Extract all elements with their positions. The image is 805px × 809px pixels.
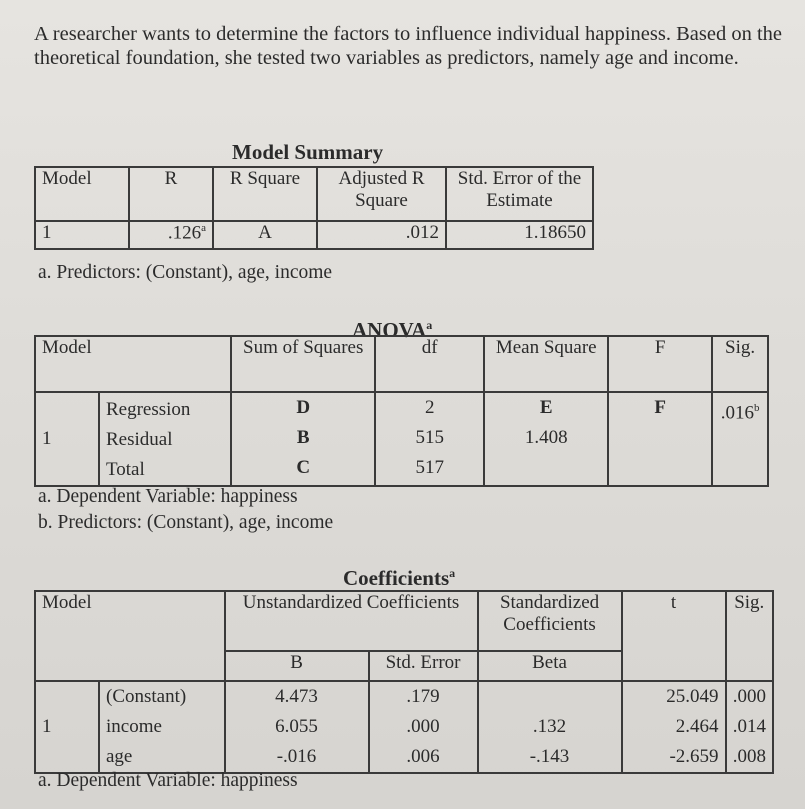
- anova-df-total: 517: [415, 457, 444, 478]
- anova-df-column: [375, 392, 484, 486]
- coef-beta-constant: [485, 682, 615, 712]
- ms-std-error-value: 1.18650: [446, 221, 593, 249]
- anova-ss-regression: D: [296, 397, 311, 418]
- ms-header-std-error: Std. Error of the Estimate: [446, 167, 593, 221]
- anova-sig-regression: .016$^b$: [720, 402, 760, 424]
- anova-title: ANOVA$^a$: [352, 318, 433, 342]
- anova-row-labels: [99, 392, 231, 486]
- coef-label-income: income: [106, 716, 162, 737]
- coef-beta-age: -.143: [529, 746, 570, 767]
- coef-t-income: 2.464: [675, 716, 719, 737]
- coef-header-sig: Sig.: [726, 591, 773, 681]
- coef-header-b: B: [225, 651, 369, 681]
- ms-footnote-a: a. Predictors: (Constant), age, income: [38, 262, 333, 283]
- anova-ms-regression: E: [539, 397, 553, 418]
- anova-footnote-b: b. Predictors: (Constant), age, income: [38, 512, 334, 533]
- anova-header-model: Model: [35, 336, 231, 392]
- model-summary-table: [34, 166, 594, 250]
- anova-table: [34, 335, 769, 487]
- coef-beta-income: .132: [532, 716, 567, 737]
- coefficients-title: Coefficients$^a$: [343, 566, 456, 590]
- anova-ss-residual: B: [296, 427, 310, 448]
- coef-header-t: t: [622, 591, 726, 681]
- coef-se-constant: .179: [406, 686, 440, 707]
- intro-paragraph: A researcher wants to determine the factors to influence individual happiness. Based on the theoretical foundation, she tested two variables as predictors, namely age and income.: [34, 23, 783, 69]
- anova-header-f: F: [608, 336, 712, 392]
- coef-header-unstandardized: Unstandardized Coefficients: [225, 591, 478, 651]
- coef-se-income: .000: [406, 716, 440, 737]
- coef-header-std-error: Std. Error: [369, 651, 478, 681]
- ms-r-square-value: A: [213, 221, 317, 249]
- anova-sig-column: [712, 392, 768, 486]
- coef-sig-constant: .000: [732, 686, 766, 707]
- coef-b-column: [225, 681, 369, 773]
- anova-ms-residual: 1.408: [524, 427, 568, 448]
- anova-label-residual: Residual: [106, 429, 173, 450]
- anova-header-mean-square: Mean Square: [484, 336, 608, 392]
- coef-model-number: 1: [35, 681, 99, 773]
- coef-sig-column: [726, 681, 773, 773]
- model-summary-title: Model Summary: [232, 140, 384, 164]
- coef-sig-income: .014: [732, 716, 766, 737]
- coef-b-age: -.016: [276, 746, 317, 767]
- coef-label-age: age: [106, 746, 133, 767]
- anova-header-sum-of-squares: Sum of Squares: [231, 336, 375, 392]
- coef-footnote-a: a. Dependent Variable: happiness: [38, 770, 298, 791]
- anova-df-residual: 515: [415, 427, 444, 448]
- ms-r-value: .126$^a$: [129, 221, 213, 249]
- ms-header-r: R: [129, 167, 213, 221]
- anova-f-column: [608, 392, 712, 486]
- coef-header-beta: Beta: [478, 651, 622, 681]
- coef-t-column: [622, 681, 726, 773]
- coefficients-table: [34, 590, 774, 774]
- ms-header-r-square: R Square: [213, 167, 317, 221]
- coef-t-age: -2.659: [669, 746, 719, 767]
- ms-adj-r-square-value: .012: [317, 221, 446, 249]
- anova-ss-total: C: [296, 457, 311, 478]
- coef-row-labels: [99, 681, 225, 773]
- anova-label-regression: Regression: [106, 399, 191, 420]
- anova-label-total: Total: [106, 459, 145, 480]
- ms-header-adj-r-square: Adjusted R Square: [317, 167, 446, 221]
- anova-header-df: df: [375, 336, 484, 392]
- coef-header-standardized: Standardized Coefficients: [478, 591, 622, 651]
- ms-header-model: Model: [35, 167, 129, 221]
- coef-se-column: [369, 681, 478, 773]
- anova-model-number: 1: [35, 392, 99, 486]
- anova-df-regression: 2: [424, 397, 435, 418]
- anova-ms-column: [484, 392, 608, 486]
- coef-b-income: 6.055: [275, 716, 318, 737]
- anova-header-sig: Sig.: [712, 336, 768, 392]
- anova-footnote-a: a. Dependent Variable: happiness: [38, 486, 298, 507]
- coef-header-model: Model: [35, 591, 225, 681]
- coef-label-constant: (Constant): [106, 686, 187, 707]
- coef-se-age: .006: [406, 746, 440, 767]
- coef-beta-column: [478, 681, 622, 773]
- anova-f-regression: F: [654, 397, 666, 418]
- coef-t-constant: 25.049: [666, 686, 719, 707]
- coef-sig-age: .008: [732, 746, 766, 767]
- anova-ss-column: [231, 392, 375, 486]
- coef-b-constant: 4.473: [275, 686, 318, 707]
- ms-model-number: 1: [35, 221, 129, 249]
